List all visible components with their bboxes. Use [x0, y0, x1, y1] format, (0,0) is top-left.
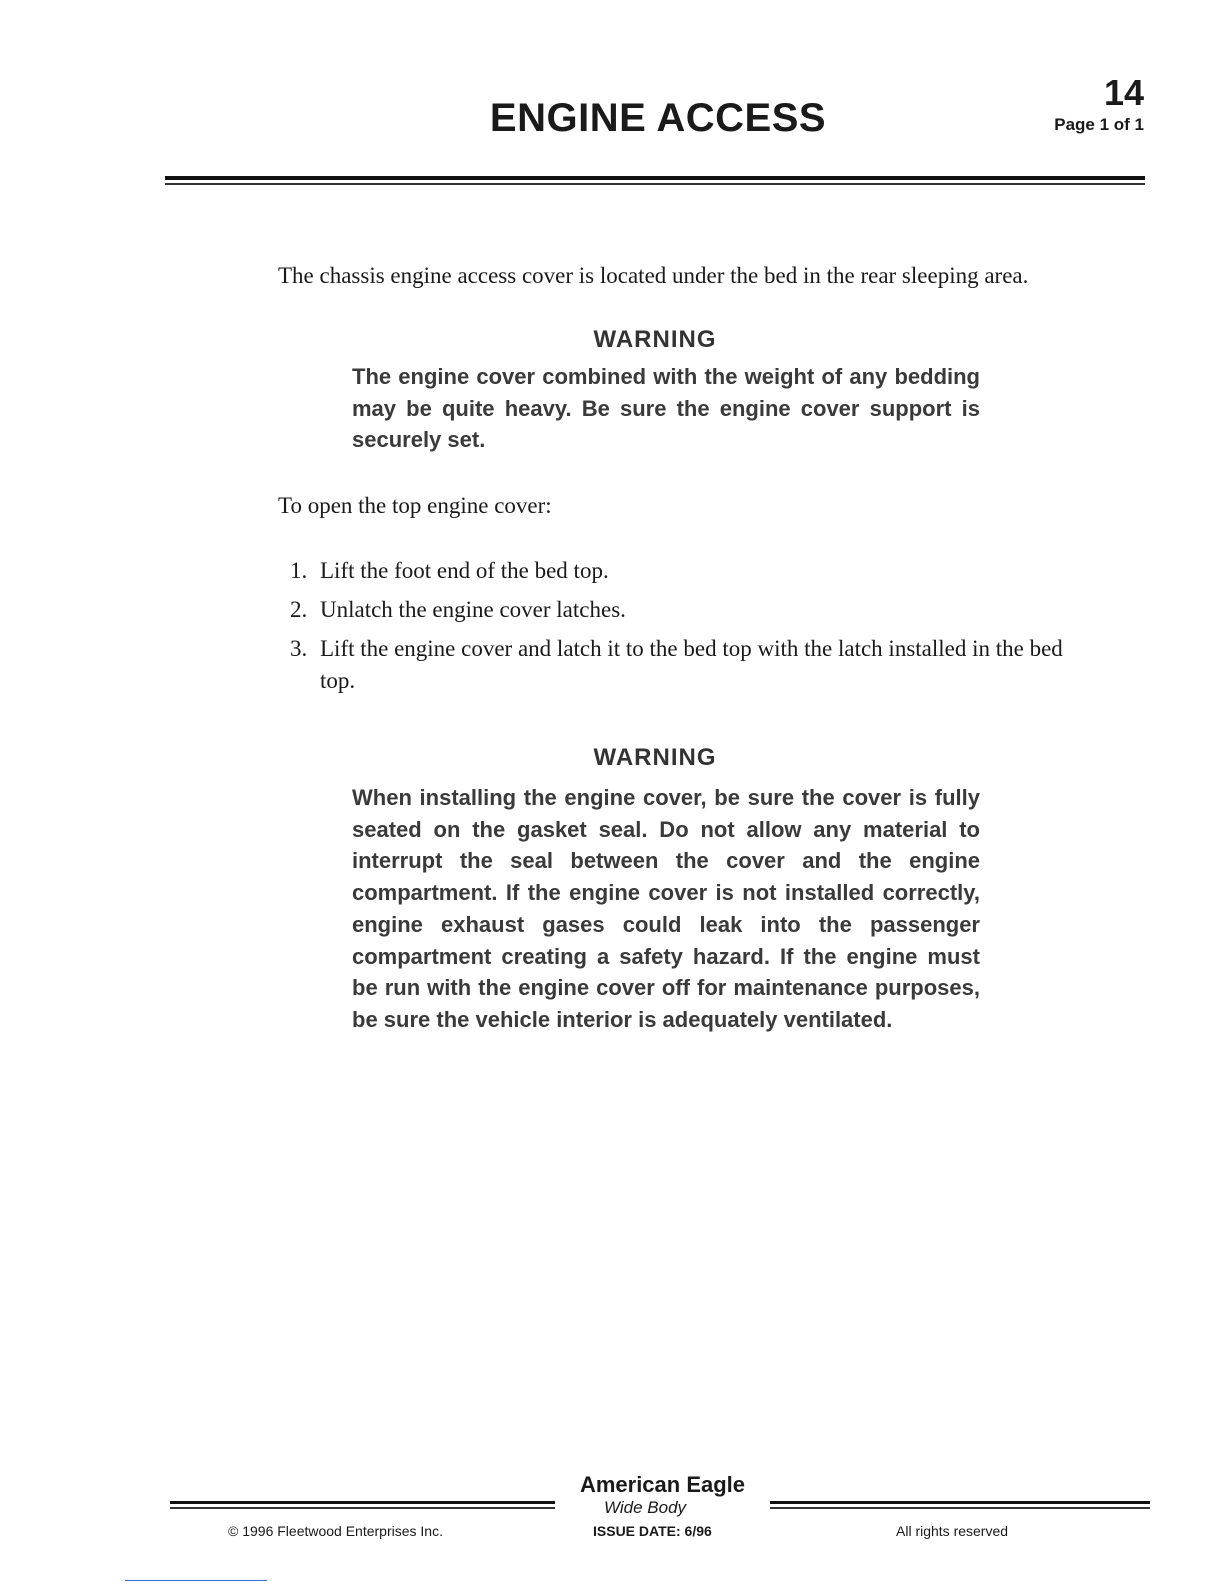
footer-issue-date: ISSUE DATE: 6/96 [593, 1523, 712, 1539]
step-text: Lift the engine cover and latch it to the bed top with the latch installed in the bed top. [320, 636, 1063, 693]
page-title: ENGINE ACCESS [489, 96, 827, 140]
footer-rights: All rights reserved [896, 1523, 1009, 1539]
step-text: Lift the foot end of the bed top. [320, 558, 609, 583]
step-number: 1. [290, 558, 308, 583]
footer-subtitle: Wide Body [603, 1498, 687, 1517]
intro-paragraph: The chassis engine access cover is located under the bed in the rear sleeping area. [278, 263, 1029, 288]
section-number: 14 [1103, 72, 1144, 113]
warning-text: When installing the engine cover, be sure the cover is fully seated on the gasket seal. Do not allow any material to interrupt the seal between the cover and the engine compartment. If the engine cover is not installed correctly, engine exhaust gases could leak into the passenger compartment creating a safety hazard. If the engine must be run with the engine cover off for maintenance purposes, be sure the vehicle interior is adequately ventilated. [352, 785, 980, 1032]
scan-artifact-line [125, 1580, 267, 1581]
warning-title: WARNING [593, 744, 717, 771]
footer-rule-right-thin [770, 1507, 1150, 1509]
warning-text: The engine cover combined with the weight of any bedding may be quite heavy. Be sure the engine cover support is securely set. [352, 364, 980, 453]
procedure-intro: To open the top engine cover: [278, 493, 552, 518]
list-item [290, 633, 1080, 697]
step-text: Unlatch the engine cover latches. [320, 597, 626, 622]
step-number: 2. [290, 597, 308, 622]
header-rule [165, 176, 1145, 180]
footer-rule-left [170, 1501, 555, 1504]
list-item [290, 555, 1080, 587]
header-rule-thin [165, 183, 1145, 185]
footer-copyright: © 1996 Fleetwood Enterprises Inc. [228, 1523, 443, 1539]
footer-rule-left-thin [170, 1507, 555, 1509]
step-number: 3. [290, 636, 308, 661]
warning-title: WARNING [593, 326, 717, 353]
list-item [290, 594, 1080, 626]
steps-list [290, 555, 1080, 704]
footer-rule-right [770, 1501, 1150, 1504]
footer-title: American Eagle [579, 1472, 746, 1497]
page-indicator: Page 1 of 1 [1054, 115, 1144, 134]
